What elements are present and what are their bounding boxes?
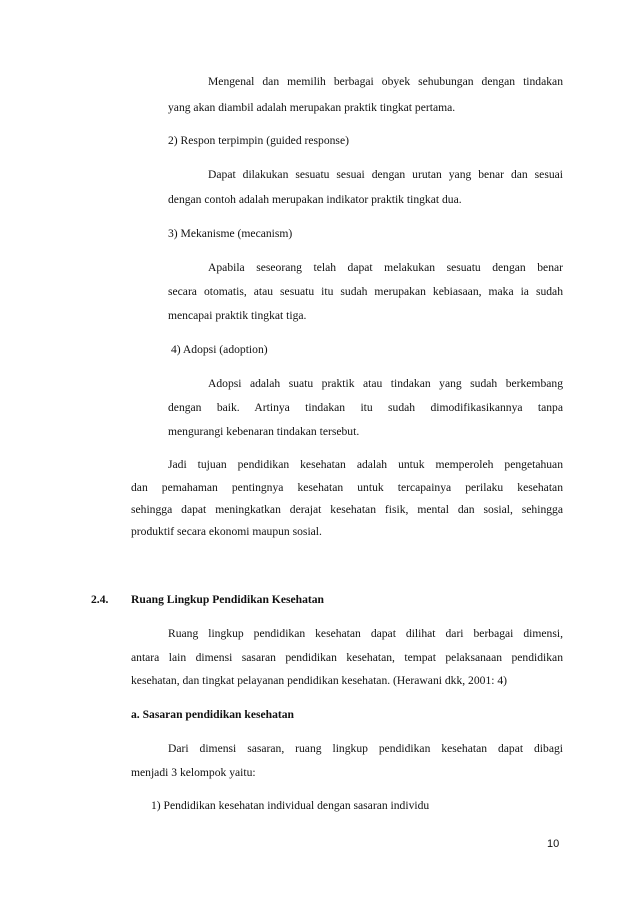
list-item-heading: 4) Adopsi (adoption) xyxy=(171,343,268,356)
paragraph-line: Ruang lingkup pendidikan kesehatan dapat dilihat dari berbagai dimensi, xyxy=(168,627,563,640)
paragraph-line: sehingga dapat meningkatkan derajat kesehatan fisik, mental dan sosial, sehingga xyxy=(131,503,563,516)
paragraph-line: Dapat dilakukan sesuatu sesuai dengan urutan yang benar dan sesuai xyxy=(208,168,563,181)
section-number: 2.4. xyxy=(91,593,109,606)
paragraph-line: secara otomatis, atau sesuatu itu sudah merupakan kebiasaan, maka ia sudah xyxy=(168,285,563,298)
paragraph-line: dengan contoh adalah merupakan indikator praktik tingkat dua. xyxy=(168,193,462,206)
paragraph-line: kesehatan, dan tingkat pelayanan pendidikan kesehatan. (Herawani dkk, 2001: 4) xyxy=(131,674,508,687)
paragraph-line: antara lain dimensi sasaran pendidikan kesehatan, tempat pelaksanaan pendidikan xyxy=(131,651,563,664)
paragraph-line: mengurangi kebenaran tindakan tersebut. xyxy=(168,425,360,438)
paragraph-line: Mengenal dan memilih berbagai obyek sehubungan dengan tindakan xyxy=(208,75,563,88)
paragraph-line: dengan baik. Artinya tindakan itu sudah dimodifikasikannya tanpa xyxy=(168,401,563,414)
paragraph-line: dan pemahaman pentingnya kesehatan untuk tercapainya perilaku kesehatan xyxy=(131,481,563,494)
list-item-heading: 3) Mekanisme (mecanism) xyxy=(168,227,293,240)
list-item-heading: 2) Respon terpimpin (guided response) xyxy=(168,134,349,147)
page-number: 10 xyxy=(547,838,560,850)
paragraph-line: Jadi tujuan pendidikan kesehatan adalah untuk memperoleh pengetahuan xyxy=(168,458,563,471)
paragraph-line: mencapai praktik tingkat tiga. xyxy=(168,309,307,322)
paragraph-line: produktif secara ekonomi maupun sosial. xyxy=(131,525,322,538)
paragraph-line: Dari dimensi sasaran, ruang lingkup pendidikan kesehatan dapat dibagi xyxy=(168,742,563,755)
subsection-title: a. Sasaran pendidikan kesehatan xyxy=(131,708,295,721)
paragraph-line: yang akan diambil adalah merupakan praktik tingkat pertama. xyxy=(168,101,456,114)
paragraph-line: Apabila seseorang telah dapat melakukan sesuatu dengan benar xyxy=(208,261,563,274)
paragraph-line: Adopsi adalah suatu praktik atau tindakan yang sudah berkembang xyxy=(208,377,563,390)
paragraph-line: menjadi 3 kelompok yaitu: xyxy=(131,766,256,779)
list-item-heading: 1) Pendidikan kesehatan individual dengan sasaran individu xyxy=(151,799,430,812)
section-title: Ruang Lingkup Pendidikan Kesehatan xyxy=(131,593,324,606)
